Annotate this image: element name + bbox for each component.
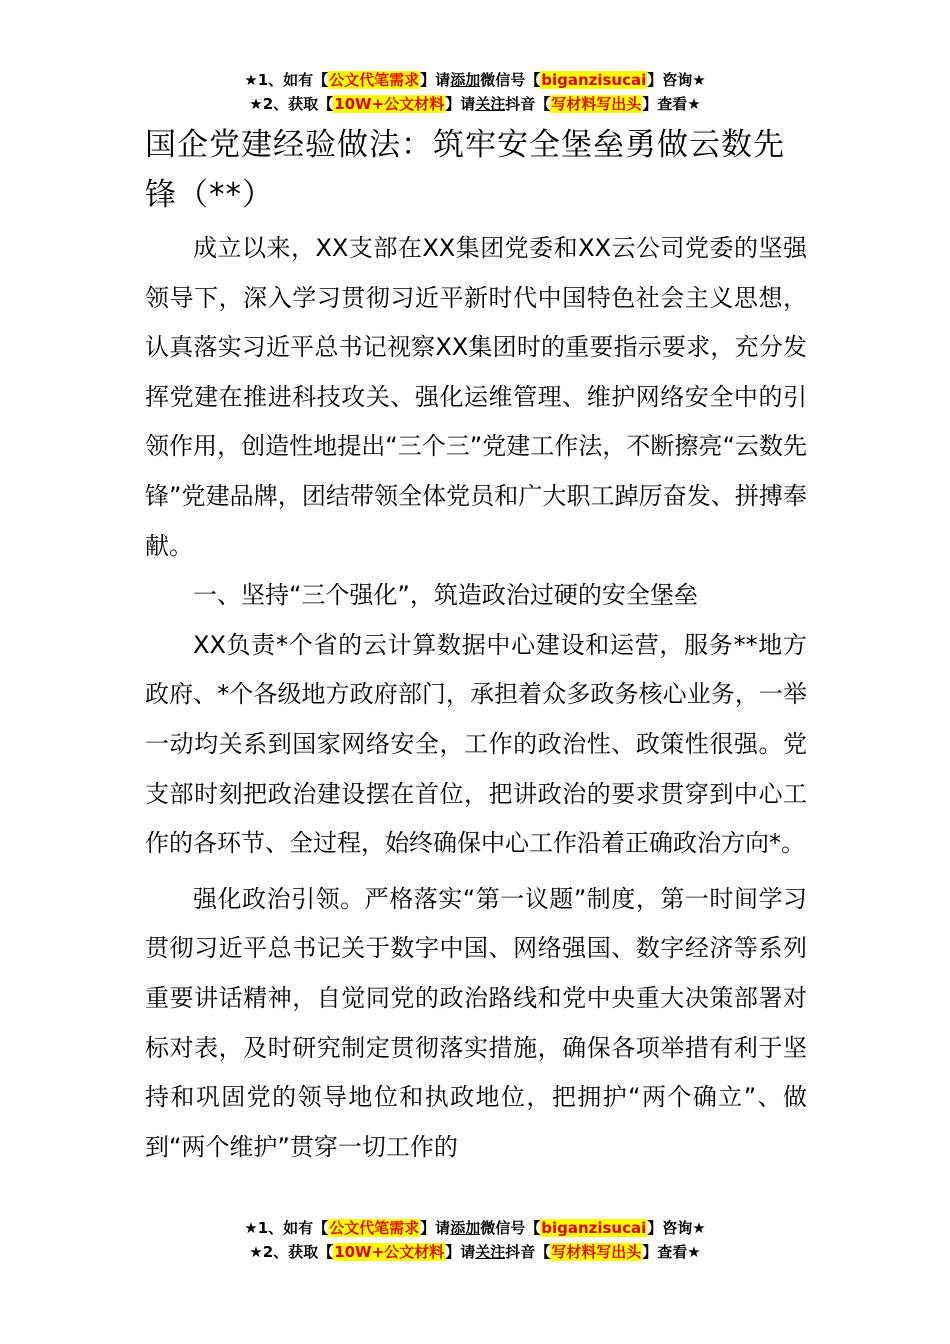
highlight-materials: 10W+公文材料 — [334, 95, 445, 113]
banner-text: ★1、如有【 — [244, 1219, 329, 1237]
banner-text: 】咨询★ — [647, 1219, 706, 1237]
banner-text: 微信号【 — [480, 71, 541, 89]
highlight-wechat-id: biganzisucai — [541, 1219, 647, 1237]
banner-text: 】咨询★ — [647, 71, 706, 89]
banner-emphasis: 添加 — [450, 71, 481, 89]
footer-banner — [0, 1216, 950, 1264]
banner-line-1 — [0, 1216, 950, 1240]
highlight-service: 公文代笔需求 — [329, 71, 420, 89]
banner-text: ★2、获取【 — [249, 95, 334, 113]
paragraph-body: XX负责*个省的云计算数据中心建设和运营，服务**地方政府、*个各级地方政府部门，承担着众多政务核心业务，一举一动均关系到国家网络安全，工作的政治性、政策性很强。党支部时刻把政治建设摆在首位，把讲政治的要求贯穿到中心工作的各环节、全过程，始终确保中心工作沿着正确政治方向*。 — [145, 630, 807, 858]
banner-text: 】请 — [420, 1219, 451, 1237]
banner-line-1 — [0, 68, 950, 92]
banner-text: ★1、如有【 — [244, 71, 329, 89]
banner-text: 】查看★ — [642, 95, 701, 113]
document-body — [145, 120, 807, 1172]
paragraph-body: 强化政治引领。严格落实“第一议题”制度，第一时间学习贯彻习近平总书记关于数字中国、网络强国、数字经济等系列重要讲话精神，自觉同党的政治路线和党中央重大决策部署对标对表，及时研究制定贯彻落实措施，确保各项举措有利于坚持和巩固党的领导地位和执政地位，把拥护“两个确立”、做到“两个维护”贯穿一切工作的 — [145, 884, 807, 1161]
highlight-douyin-id: 写材料写出头 — [551, 95, 642, 113]
banner-text: ★2、获取【 — [249, 1243, 334, 1261]
document-title: 国企党建经验做法：筑牢安全堡垒勇做云数先锋（**） — [145, 127, 785, 213]
banner-text: 抖音【 — [505, 95, 551, 113]
banner-text: 】请 — [420, 71, 451, 89]
banner-text: 】请 — [445, 1243, 476, 1261]
banner-text: 微信号【 — [480, 1219, 541, 1237]
banner-emphasis: 关注 — [475, 95, 506, 113]
highlight-materials: 10W+公文材料 — [334, 1243, 445, 1261]
banner-line-2 — [0, 1240, 950, 1264]
highlight-service: 公文代笔需求 — [329, 1219, 420, 1237]
highlight-wechat-id: biganzisucai — [541, 71, 647, 89]
paragraph-intro: 成立以来，XX支部在XX集团党委和XX云公司党委的坚强领导下，深入学习贯彻习近平新时代中国特色社会主义思想，认真落实习近平总书记视察XX集团时的重要指示要求，充分发挥党建在推进科技攻关、强化运维管理、维护网络安全中的引领作用，创造性地提出“三个三”党建工作法，不断擦亮“云数先锋”党建品牌，团结带领全体党员和广大职工踔厉奋发、拼搏奉献。 — [145, 234, 807, 560]
banner-text: 抖音【 — [505, 1243, 551, 1261]
banner-emphasis: 关注 — [475, 1243, 506, 1261]
highlight-douyin-id: 写材料写出头 — [551, 1243, 642, 1261]
banner-line-2 — [0, 92, 950, 116]
section-heading: 一、坚持“三个强化”，筑造政治过硬的安全堡垒 — [193, 581, 698, 610]
banner-emphasis: 添加 — [450, 1219, 481, 1237]
header-banner — [0, 68, 950, 116]
banner-text: 】查看★ — [642, 1243, 701, 1261]
banner-text: 】请 — [445, 95, 476, 113]
